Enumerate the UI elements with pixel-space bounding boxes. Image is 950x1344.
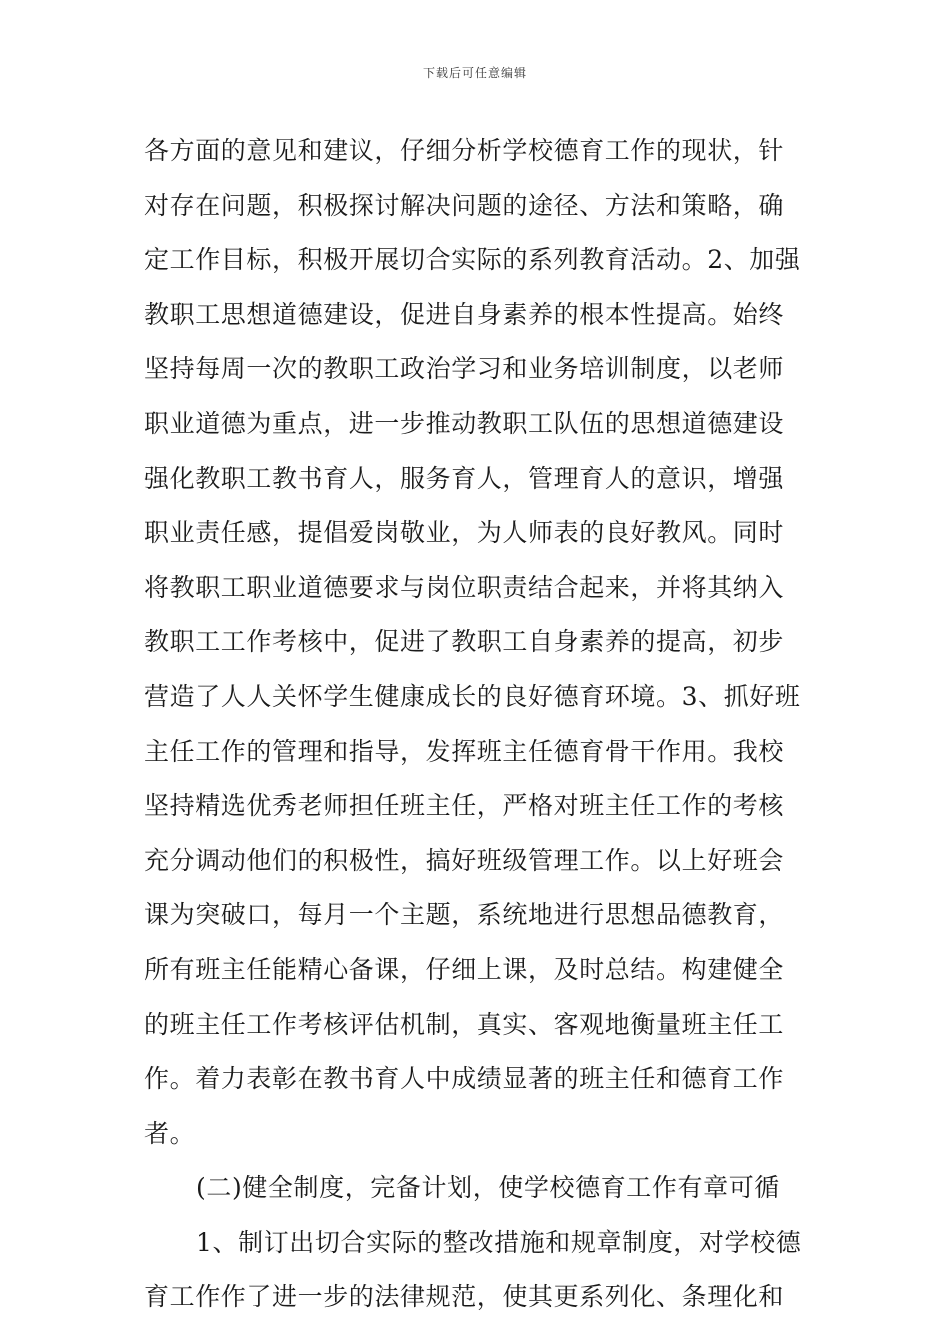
text-line: 者。 [144, 1118, 196, 1148]
document-body [144, 131, 808, 1332]
text-line: 定工作目标，积极开展切合实际的系列教育活动。2、加强 [144, 245, 801, 275]
text-line: 坚持精选优秀老师担任班主任，严格对班主任工作的考核 [144, 791, 785, 821]
text-line: 各方面的意见和建议，仔细分析学校德育工作的现状，针 [144, 136, 785, 165]
text-line: 将教职工职业道德要求与岗位职责结合起来，并将其纳入 [144, 572, 785, 602]
page-header: 下载后可任意编辑 [422, 66, 527, 80]
text-line: 职业责任感，提倡爱岗敬业，为人师表的良好教风。同时 [144, 518, 785, 548]
text-line: 对存在问题，积极探讨解决问题的途径、方法和策略，确 [144, 190, 785, 220]
paragraph-2 [144, 1168, 808, 1223]
text-line: 主任工作的管理和指导，发挥班主任德育骨干作用。我校 [144, 736, 785, 766]
text-line: 充分调动他们的积极性，搞好班级管理工作。以上好班会 [144, 845, 785, 875]
paragraph-3 [144, 1223, 808, 1332]
text-line: 教职工思想道德建设，促进自身素养的根本性提高。始终 [144, 299, 785, 329]
text-line: 营造了人人关怀学生健康成长的良好德育环境。3、抓好班 [144, 681, 801, 711]
text-line: 育工作作了进一步的法律规范，使其更系列化、条理化和 [144, 1282, 785, 1312]
text-line: 的班主任工作考核评估机制，真实、客观地衡量班主任工 [144, 1009, 785, 1039]
section-heading: (二)健全制度，完备计划，使学校德育工作有章可循 [196, 1173, 780, 1203]
paragraph-1 [144, 131, 808, 1168]
text-line: 职业道德为重点，进一步推动教职工队伍的思想道德建设 [144, 408, 785, 438]
text-line: 作。着力表彰在教书育人中成绩显著的班主任和德育工作 [144, 1064, 785, 1094]
text-line: 教职工工作考核中，促进了教职工自身素养的提高，初步 [144, 627, 785, 657]
text-line: 课为突破口，每月一个主题，系统地进行思想品德教育， [144, 900, 785, 930]
text-line: 强化教职工教书育人，服务育人，管理育人的意识，增强 [144, 463, 785, 493]
text-line: 坚持每周一次的教职工政治学习和业务培训制度，以老师 [144, 354, 785, 384]
text-line: 1、制订出切合实际的整改措施和规章制度，对学校德 [196, 1227, 802, 1257]
text-line: 所有班主任能精心备课，仔细上课，及时总结。构建健全 [144, 954, 785, 984]
